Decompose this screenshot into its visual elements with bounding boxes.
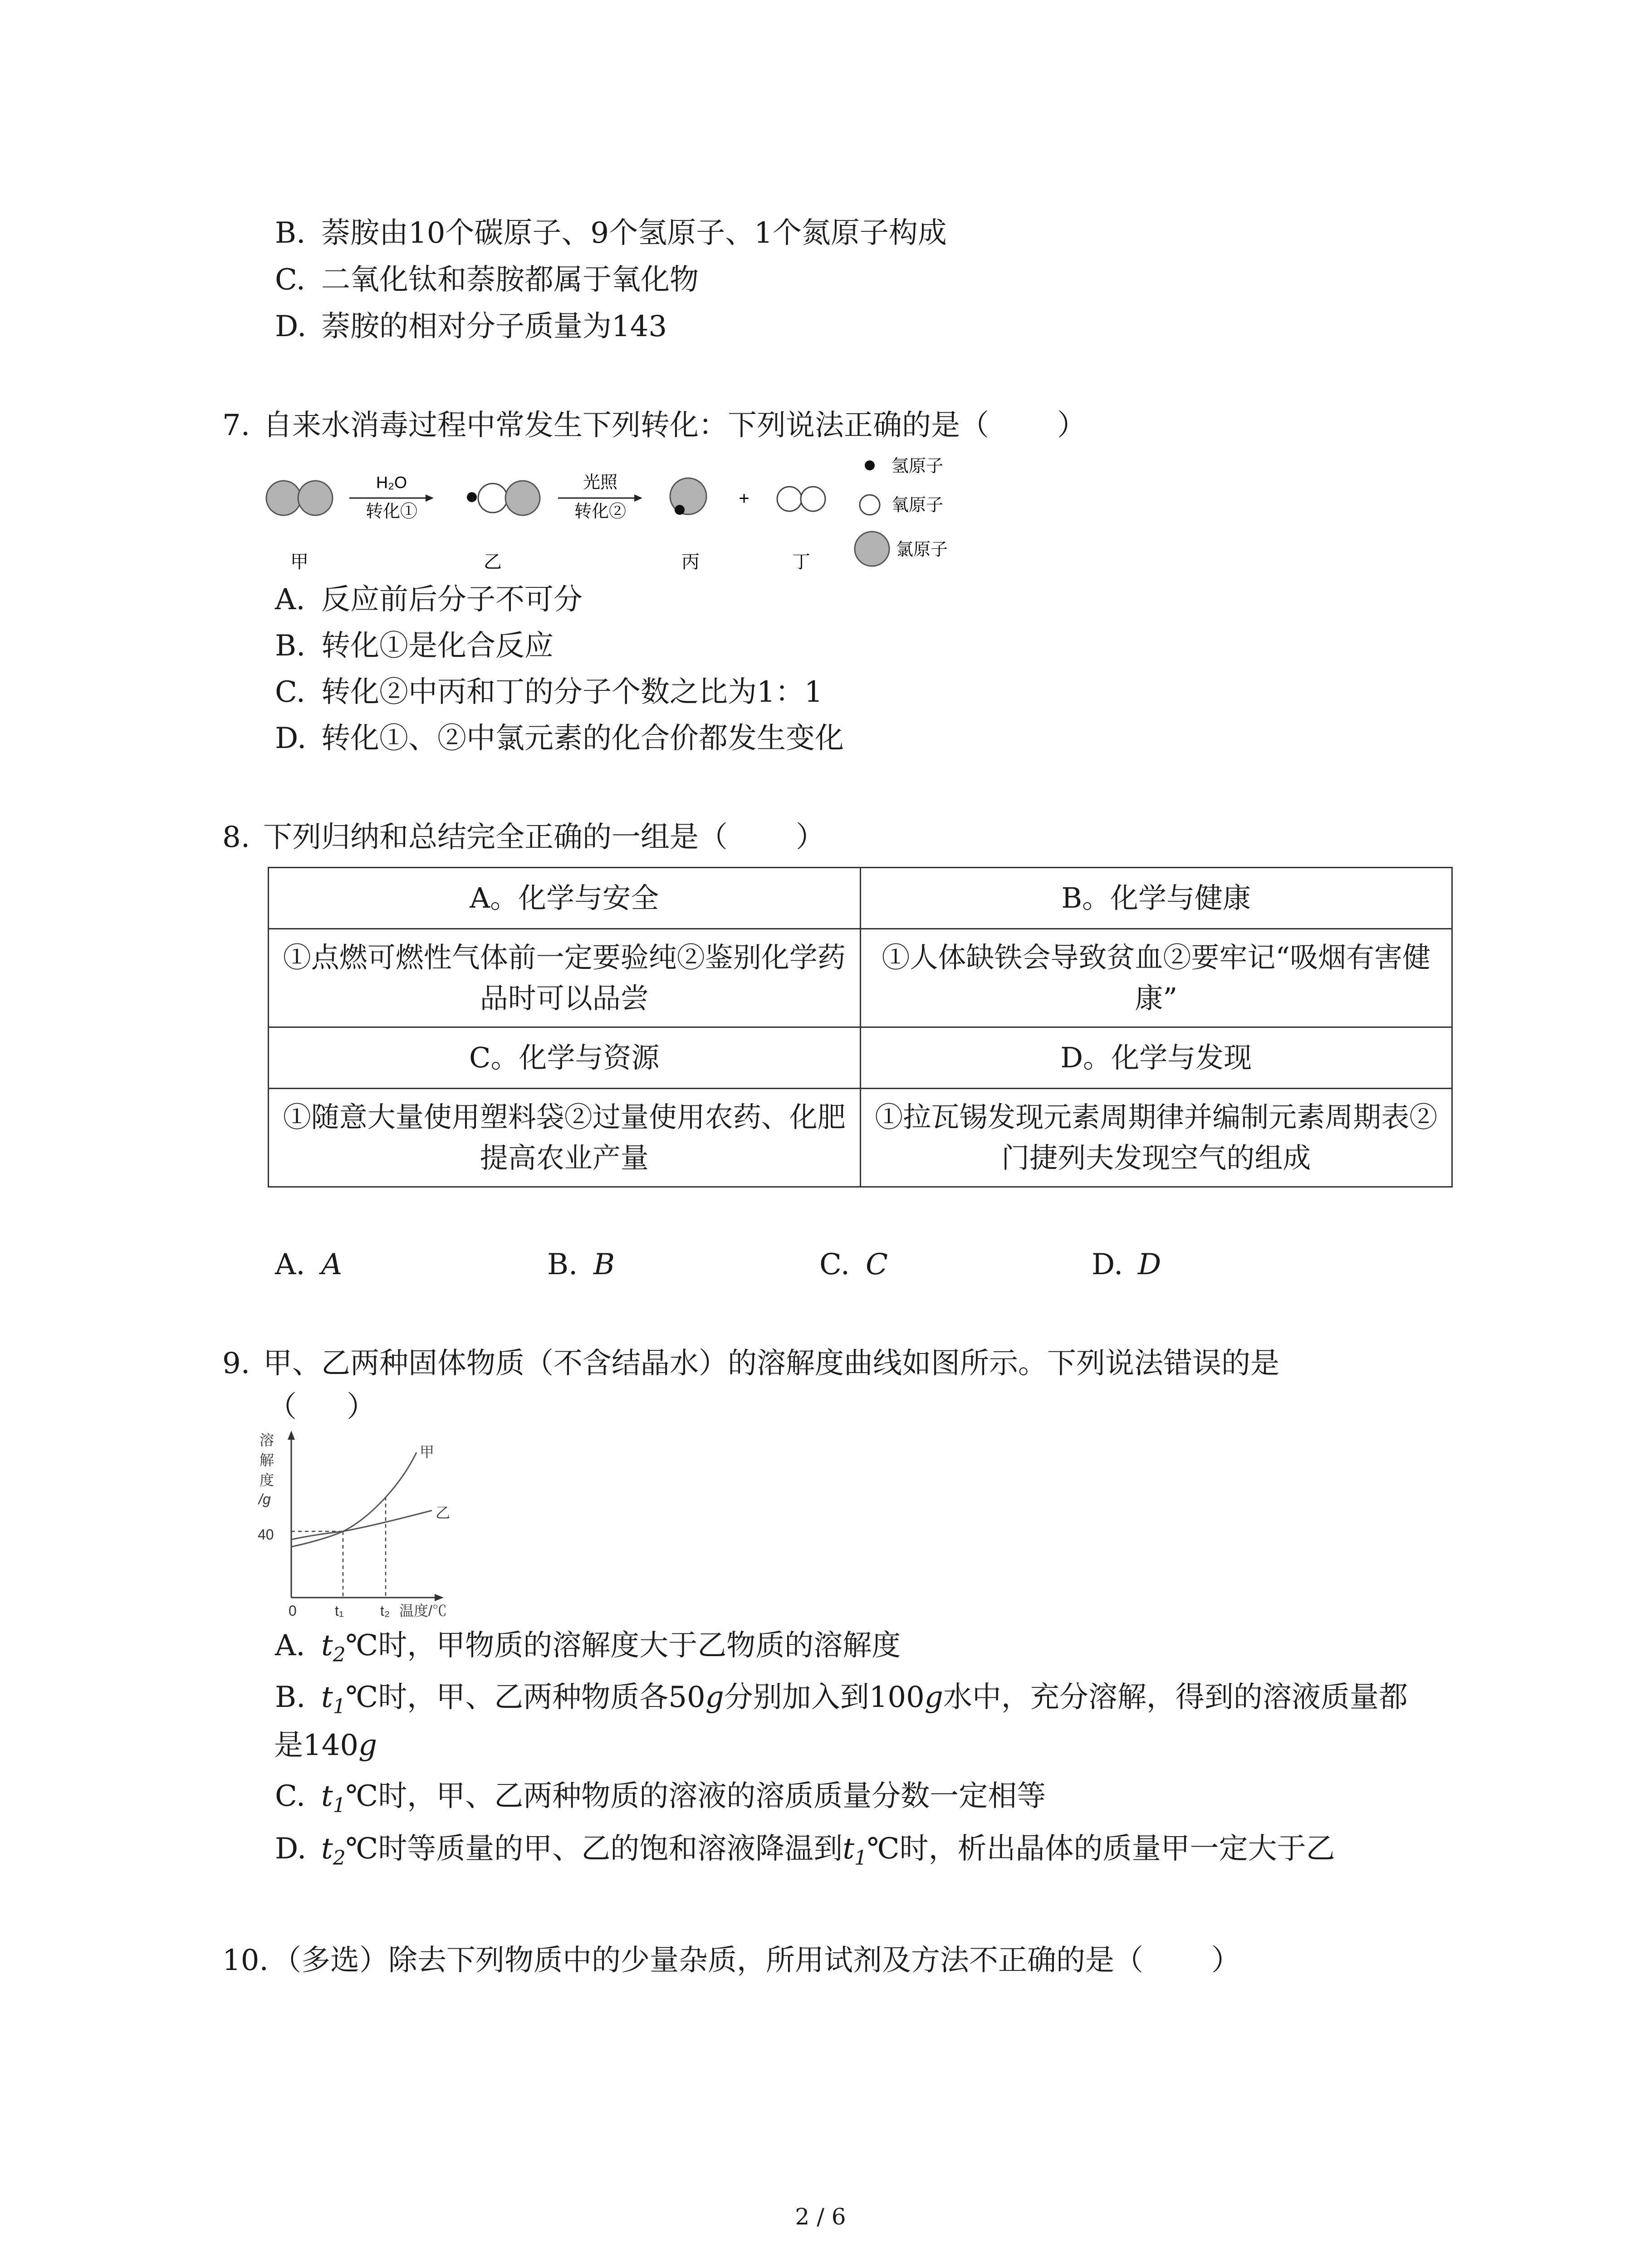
option-text: 转化②中丙和丁的分子个数之比为1：1 (321, 675, 823, 709)
curve-yi (291, 1510, 432, 1540)
molecule-bing (670, 478, 706, 515)
y-label-unit: /g (259, 1491, 271, 1507)
arrow-conversion-1 (349, 473, 434, 521)
q8-option-a (275, 1246, 342, 1283)
option-text: 反应前后分子不可分 (321, 583, 583, 616)
q8-option-c (819, 1246, 888, 1283)
plus-sign: + (739, 489, 749, 508)
label-bing: 丙 (681, 552, 700, 572)
q9-option-c (275, 1778, 1046, 1824)
q8-stem (222, 819, 825, 855)
question-text: 自来水消毒过程中常发生下列转化：下列说法正确的是（ (263, 409, 989, 442)
q10-stem (222, 1942, 1240, 1979)
curve-label-jia: 甲 (420, 1444, 435, 1460)
q9-option-b-line2 (274, 1727, 377, 1764)
cell-c-body: ①随意大量使用塑料袋②过量使用农药、化肥提高农业产量 (269, 1089, 861, 1187)
origin-label: 0 (289, 1603, 297, 1619)
option-label: B. (275, 629, 306, 663)
x-axis-arrow (435, 1594, 444, 1601)
option-label: C. (275, 263, 306, 297)
option-label: A. (275, 1629, 305, 1662)
q9-answer-paren (268, 1389, 376, 1425)
arrow1-bottom-label: 转化① (365, 502, 418, 521)
option-label: D. (1092, 1248, 1123, 1281)
paren-close: ） (796, 821, 825, 854)
option-label: D. (275, 310, 307, 343)
subscript: 1 (333, 1794, 346, 1817)
option-text: B (593, 1248, 615, 1281)
question-number: 8. (222, 821, 250, 854)
var-t: t (321, 1629, 333, 1662)
cell-a-heading: A。化学与安全 (269, 868, 861, 929)
paren-close: ） (347, 1390, 376, 1424)
y-axis-arrow (288, 1431, 295, 1440)
unit-g: g (924, 1681, 943, 1714)
q8-summary-table (268, 867, 1453, 1188)
cell-d-heading: D。化学与发现 (860, 1027, 1452, 1089)
q7-option-a (275, 582, 583, 618)
option-text-2: ℃时，析出晶体的质量甲一定大于乙 (867, 1832, 1335, 1866)
label-ding: 丁 (792, 552, 810, 572)
subscript: 1 (333, 1695, 346, 1718)
q9-option-a (275, 1628, 901, 1673)
q7-option-d (275, 720, 844, 757)
option-label: B. (275, 1681, 306, 1714)
subscript: 2 (333, 1847, 346, 1870)
q8-option-b (547, 1246, 615, 1283)
option-text-1: ℃时等质量的甲、乙的饱和溶液降温到 (345, 1832, 843, 1866)
q9-option-b (275, 1679, 1408, 1725)
option-label: D. (275, 1832, 307, 1866)
paren-close: ） (1211, 1944, 1240, 1977)
option-label: A. (275, 1248, 305, 1281)
q6-option-d (275, 308, 667, 345)
x-tick-t2: t₂ (380, 1603, 390, 1619)
option-label: B. (547, 1248, 578, 1281)
option-text: ℃时，甲物质的溶解度大于乙物质的溶解度 (345, 1629, 901, 1662)
option-text: 萘胺的相对分子质量为143 (321, 310, 667, 343)
q7-option-b (275, 628, 554, 664)
paren-close: ） (1057, 409, 1086, 442)
q7-reaction-diagram (263, 449, 1034, 581)
option-label: C. (275, 1779, 306, 1813)
y-tick-40: 40 (258, 1526, 274, 1543)
question-number: 9. (222, 1347, 250, 1380)
var-t: t (321, 1681, 333, 1714)
q9-option-d (275, 1831, 1335, 1877)
option-label: D. (275, 722, 307, 755)
option-label: B. (275, 216, 306, 250)
cell-b-body: ①人体缺铁会导致贫血②要牢记“吸烟有害健康” (860, 929, 1452, 1027)
q6-option-b (275, 215, 947, 251)
question-text: （多选）除去下列物质中的少量杂质，所用试剂及方法不正确的是（ (272, 1944, 1143, 1977)
cell-b-heading: B。化学与健康 (860, 868, 1452, 929)
option-text: C (866, 1248, 888, 1281)
molecule-jia (266, 481, 333, 515)
option-text: ℃时，甲、乙两种物质的溶液的溶质质量分数一定相等 (345, 1779, 1046, 1813)
label-jia: 甲 (290, 552, 309, 572)
option-text-3: 水中，充分溶解，得到的溶液质量都 (943, 1681, 1408, 1714)
q9-stem (222, 1345, 1279, 1382)
page-number: 2 / 6 (795, 2204, 846, 2230)
q6-option-c (275, 262, 699, 298)
curve-label-yi: 乙 (436, 1505, 451, 1521)
question-number: 7. (222, 409, 250, 442)
x-axis-label: 温度/℃ (399, 1603, 447, 1619)
label-yi: 乙 (484, 552, 502, 572)
q7-option-c (275, 674, 823, 710)
option-text: 二氧化钛和萘胺都属于氧化物 (321, 263, 699, 297)
arrow1-top-label: H₂O (376, 473, 407, 492)
question-text: 甲、乙两种固体物质（不含结晶水）的溶解度曲线如图所示。下列说法错误的是 (263, 1347, 1279, 1380)
arrow2-bottom-label: 转化② (574, 502, 627, 521)
cell-a-body: ①点燃可燃性气体前一定要验纯②鉴别化学药品时可以品尝 (269, 929, 861, 1027)
molecule-ding (777, 487, 825, 511)
y-label-1: 溶 (260, 1432, 274, 1448)
var-t: t (321, 1779, 333, 1813)
option-label: C. (275, 675, 306, 709)
q8-option-d (1092, 1246, 1161, 1283)
option-text-2: 分别加入到100 (724, 1681, 925, 1714)
question-number: 10. (222, 1944, 269, 1977)
var-t: t (843, 1832, 855, 1866)
legend-hydrogen: 氢原子 (892, 457, 944, 476)
arrow2-top-label: 光照 (583, 473, 618, 492)
option-text-1: ℃时，甲、乙两种物质各50 (345, 1681, 705, 1714)
legend-oxygen: 氧原子 (892, 496, 944, 515)
x-tick-t1: t₁ (335, 1603, 344, 1619)
option-text: D (1138, 1248, 1161, 1281)
option-text-4: 是140 (274, 1729, 359, 1762)
paren-open: （ (268, 1390, 297, 1424)
y-label-3: 度 (260, 1472, 274, 1488)
option-text: 萘胺由10个碳原子、9个氢原子、1个氮原子构成 (321, 216, 947, 250)
subscript: 2 (333, 1643, 346, 1667)
arrow-conversion-2 (558, 473, 642, 521)
molecule-yi (467, 481, 540, 515)
cell-c-heading: C。化学与资源 (269, 1027, 861, 1089)
q7-stem (222, 407, 1086, 444)
diagram-legend (855, 457, 948, 566)
cell-d-body: ①拉瓦锡发现元素周期律并编制元素周期表②门捷列夫发现空气的组成 (860, 1089, 1452, 1187)
question-text: 下列归纳和总结完全正确的一组是（ (263, 821, 728, 854)
var-t: t (321, 1832, 333, 1866)
subscript: 1 (854, 1847, 867, 1870)
option-text: 转化①、②中氯元素的化合价都发生变化 (321, 722, 844, 755)
q9-solubility-graph (254, 1429, 490, 1628)
option-text: 转化①是化合反应 (321, 629, 554, 663)
option-text: A (321, 1248, 343, 1281)
option-label: C. (819, 1248, 850, 1281)
unit-g: g (358, 1729, 377, 1762)
unit-g: g (705, 1681, 724, 1714)
y-label-2: 解 (260, 1452, 274, 1468)
option-label: A. (275, 583, 305, 616)
legend-chlorine: 氯原子 (896, 540, 948, 559)
curve-jia (291, 1452, 416, 1547)
